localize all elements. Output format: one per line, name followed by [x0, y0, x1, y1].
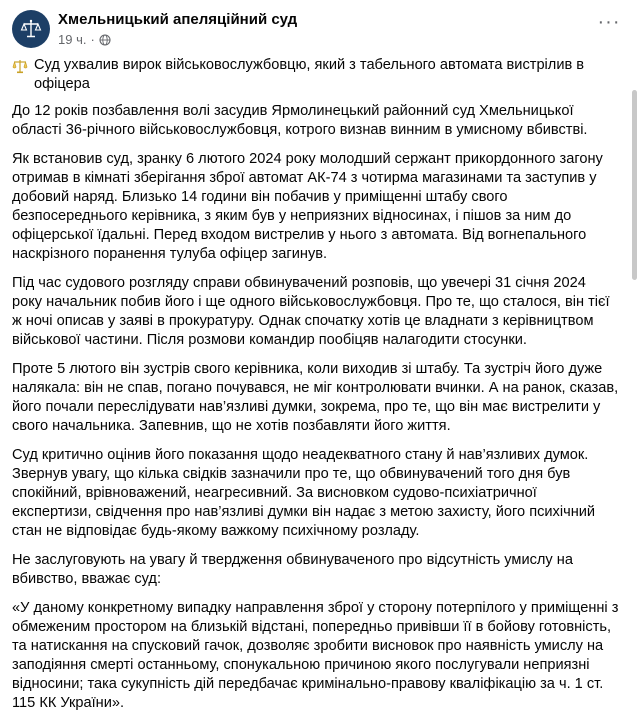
page-name-link[interactable]: Хмельницький апеляційний суд	[58, 11, 298, 28]
post-timestamp[interactable]: 19 ч.	[58, 32, 87, 47]
avatar[interactable]	[12, 10, 50, 48]
more-dots-icon: ···	[597, 10, 621, 33]
post-quote: «У даному конкретному випадку направлення зброї у сторону потерпілого у приміщенні з обмеженим простором на близькій відстані, попередньо привівши її в бойову готовність, та натискання на спусковий гачок, дозволяє зробити висновок про наявність умислу на заподіяння смерті останньому, спонукальною причиною якого послугували неприязні відносини; така сукупність дій передбачає кримінально-правову кваліфікацію за ч. 1 ст. 115 КК України».	[12, 600, 619, 711]
post-paragraph: До 12 років позбавлення волі засудив Ярмолинецький районний суд Хмельницької області 36-річного військовослужбовця, котрого визнав винним в умисному вбивстві.	[12, 103, 588, 138]
meta-separator: ·	[90, 32, 95, 47]
post-paragraph: Як встановив суд, зранку 6 лютого 2024 року молодший сержант прикордонного загону отримав в кімнаті зберігання зброї автомат АК-74 з чотирма магазинами та заступив у добовий наряд. Близько 14 години він побачив у приміщенні штабу свого безпосереднього керівника, з яким був у неприязних відносинах, і пішов за ним до офіцерської їдальні. Перед входом вистрелив у нього з автомата. Від вогнепального наскрізного поранення тулуба офіцер загинув.	[12, 151, 603, 262]
post-title-text: Суд ухвалив вирок військовослужбовцю, який з табельного автомата вистрілив в офіцера	[34, 57, 585, 92]
post-header	[0, 0, 640, 52]
scrollbar-thumb[interactable]	[632, 90, 637, 280]
post-paragraph: Проте 5 лютого він зустрів свого керівника, коли виходив зі штабу. Та зустріч його дуже налякала: він не спав, погано почувався, не міг контролювати вчинки. А на ранок, сказав, його почали переслідувати нав’язливі думки, зокрема, про те, що він має вистрелити у свого начальника. Запевнив, що не хотів позбавляти його життя.	[12, 361, 619, 434]
more-options-button[interactable]	[594, 10, 624, 34]
post-paragraph: Під час судового розгляду справи обвинувачений розповів, що увечері 31 січня 2024 року начальник побив його і ще одного військовослужбовця. Про те, що сталося, він тієї ж ночі описав у заяві в прокуратуру. Однак спочатку хотів це владнати з керівництвом військової частини. Після розмови командир пообіцяв налагодити стосунки.	[12, 275, 610, 348]
scales-icon	[12, 58, 28, 74]
post-title	[12, 56, 620, 94]
post-paragraph: Не заслуговують на увагу й твердження обвинуваченого про відсутність умислу на вбивство, вважає суд:	[12, 552, 573, 587]
court-emblem-icon	[19, 17, 43, 41]
post-paragraph: Суд критично оцінив його показання щодо неадекватного стану й нав’язливих думок. Звернув увагу, що кілька свідків зазначили про те, що обвинувачений того дня був спокійний, врівноважений, неагресивний. За висновком судово-психіатричної експертизи, свідчення про нав’язливі думки він надає з метою захисту, його психічний стан не відповідає будь-якому важкому психічному розладу.	[12, 447, 596, 539]
post-text	[12, 56, 620, 723]
post-meta	[58, 32, 111, 47]
globe-icon	[99, 34, 111, 46]
